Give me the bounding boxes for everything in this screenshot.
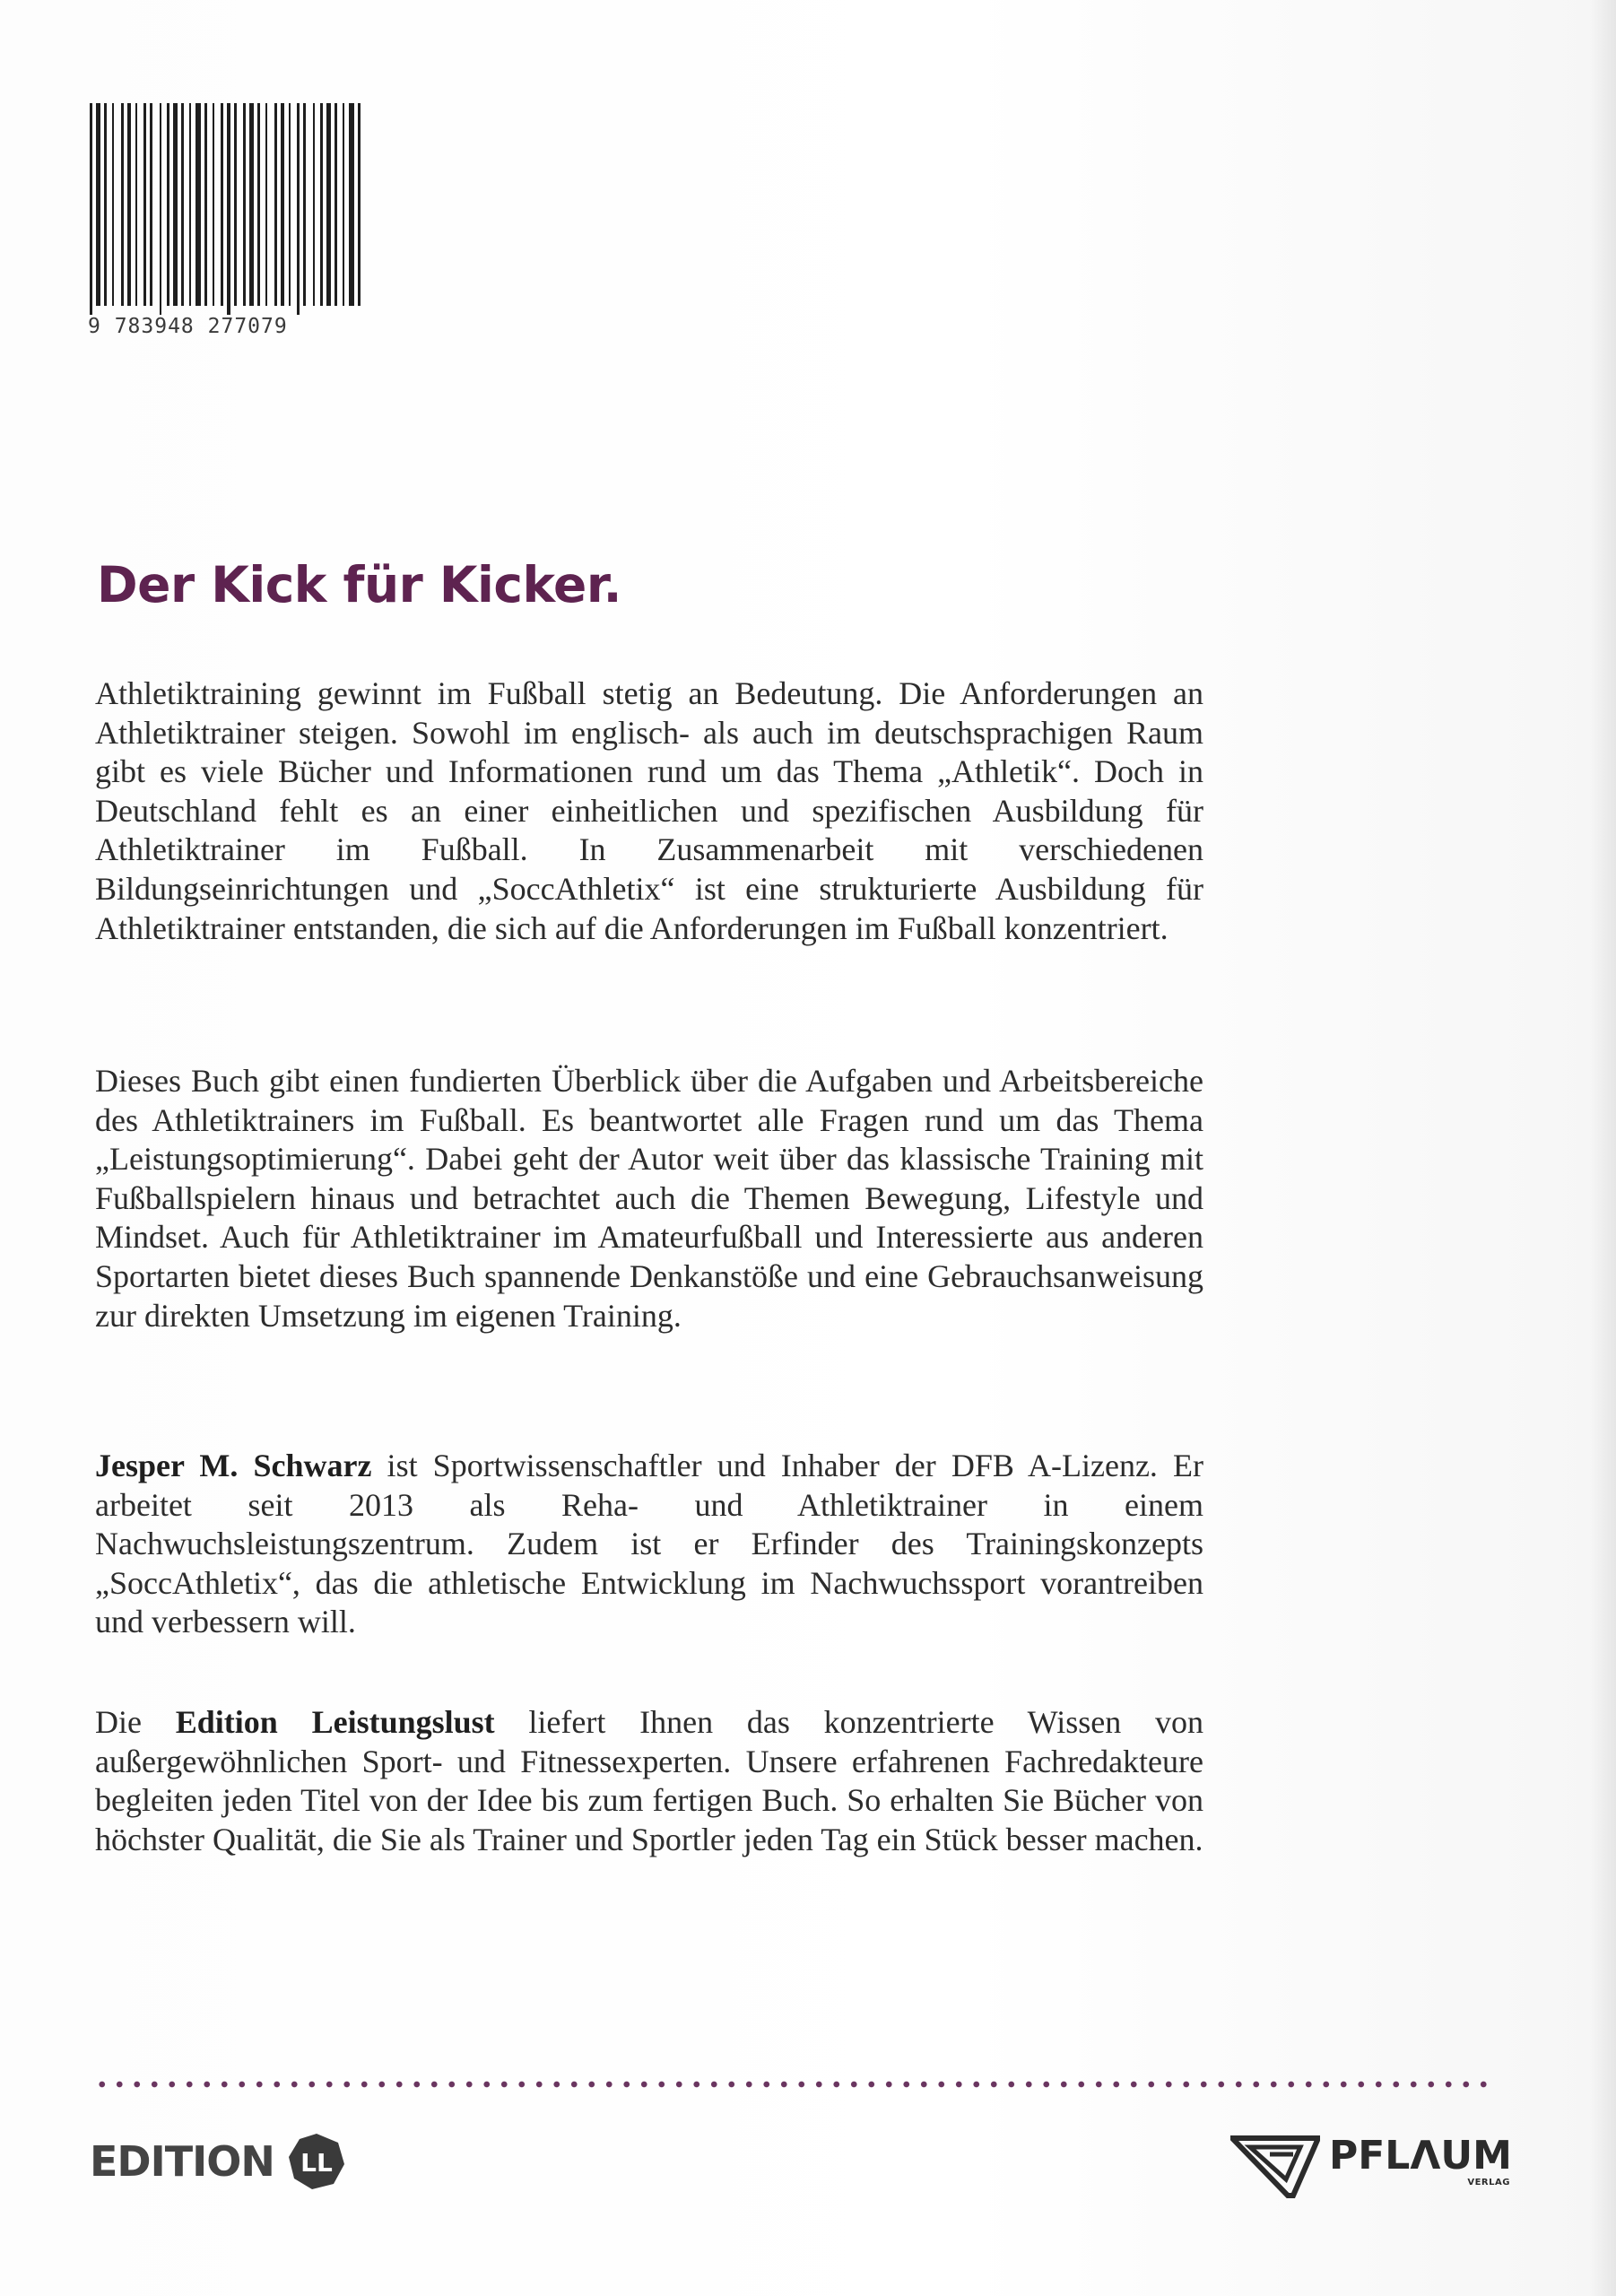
edition-name: Edition Leistungslust xyxy=(175,1704,495,1740)
barcode-bar xyxy=(281,103,284,306)
barcode-bar xyxy=(297,103,300,315)
isbn-barcode xyxy=(88,103,366,345)
barcode-bars xyxy=(88,103,366,315)
barcode-bar xyxy=(90,103,92,315)
paragraph-author-bio xyxy=(95,1447,1203,1642)
cover-heading: Der Kick für Kicker. xyxy=(97,556,622,613)
barcode-bar xyxy=(320,103,323,306)
barcode-bar xyxy=(303,103,306,306)
barcode-bar xyxy=(204,103,207,306)
barcode-bar xyxy=(127,103,131,306)
edition-logo xyxy=(90,2130,346,2193)
barcode-bar xyxy=(181,103,184,306)
barcode-bar xyxy=(243,103,246,306)
publisher-logo xyxy=(1230,2133,1512,2205)
paragraph-book-overview: Dieses Buch gibt einen fundierten Überblick über die Aufgaben und Arbeitsbereiche des Athletiktrainers im Fußball. Es beantwortet alle Fragen rund um das Thema „Leistungsoptimierung“. Dabei geht der Autor weit über das klassische Training mit Fußballspielern hinaus und betrachtet auch die Themen Bewegung, Lifestyle und Mindset. Auch für Athletiktrainer im Amateurfußball und Interessierte aus anderen Sportarten bietet dieses Buch spannende Denkanstöße und eine Gebrauchsanweisung zur direkten Umsetzung im eigenen Training. xyxy=(95,1063,1203,1334)
barcode-bar xyxy=(173,103,178,306)
barcode-bar xyxy=(234,103,237,306)
publisher-subtitle: VERLAG xyxy=(1467,2178,1510,2187)
barcode-bar xyxy=(112,103,114,306)
publisher-wordmark xyxy=(1329,2133,1512,2187)
barcode-bar xyxy=(150,103,152,306)
barcode-bar xyxy=(104,103,107,306)
dotted-divider xyxy=(93,2079,1496,2090)
barcode-bar xyxy=(167,103,169,306)
barcode-bar xyxy=(249,103,254,306)
barcode-bar xyxy=(121,103,124,306)
barcode-bar xyxy=(326,103,331,306)
publisher-name: PFLΛUM xyxy=(1329,2133,1512,2179)
edition-ll-badge-icon xyxy=(287,2132,346,2191)
paragraph-edition xyxy=(95,1703,1203,1859)
barcode-bar xyxy=(189,103,191,306)
barcode-bar xyxy=(358,103,361,306)
barcode-bar xyxy=(289,103,291,306)
barcode-bar xyxy=(227,103,230,315)
barcode-bar xyxy=(221,103,223,306)
edition-logo-text: EDITION xyxy=(90,2137,274,2186)
edition-badge-letters: LL xyxy=(300,2148,333,2178)
barcode-bar xyxy=(334,103,337,306)
barcode-bar xyxy=(195,103,201,306)
barcode-digits: 9 783948 277079 xyxy=(88,315,288,338)
pflaum-mark-icon xyxy=(1230,2135,1320,2199)
edition-intro-text: Die xyxy=(95,1704,176,1740)
barcode-bar xyxy=(257,103,260,306)
barcode-bar xyxy=(349,103,354,306)
barcode-bar xyxy=(265,103,267,306)
barcode-bar xyxy=(343,103,344,306)
author-bio-text: ist Sportwissenschaftler und Inhaber der DFB A-Lizenz. Er arbeitet seit 2013 als Reha- und Athletiktrainer in einem Nachwuchsleistungszentrum. Zudem ist er Erfinder des Trainingskonzepts „SoccAthletix“, das die athletische Entwicklung im Nachwuchssport vorantreiben und verbessern will. xyxy=(95,1448,1203,1640)
paragraph-intro: Athletiktraining gewinnt im Fußball stetig an Bedeutung. Die Anforderungen an Athletiktrainer steigen. Sowohl im englisch- als auch im deutschsprachigen Raum gibt es viele Bücher und Informationen rund um das Thema „Athletik“. Doch in Deutschland fehlt es an einer einheitlichen und spezifischen Ausbildung für Athletiktrainer im Fußball. In Zusammenarbeit mit verschiedenen Bildungseinrichtungen und „SoccAthletix“ ist eine strukturierte Ausbildung für Athletiktrainer entstanden, die sich auf die Anforderungen im Fußball konzentriert. xyxy=(95,675,1203,946)
author-name: Jesper M. Schwarz xyxy=(95,1448,372,1483)
edition-description: liefert Ihnen das konzentrierte Wissen von außergewöhnlichen Sport- und Fitnessexperten. Unsere erfahrenen Fachredakteure begleiten jeden Titel von der Idee bis zum fertigen Buch. So erhalten Sie Bücher von höchster Qualität, die Sie als Trainer und Sportler jeden Tag ein Stück besser machen. xyxy=(95,1704,1203,1857)
barcode-bar xyxy=(274,103,277,306)
barcode-bar xyxy=(135,103,137,306)
barcode-bar xyxy=(160,103,161,315)
barcode-bar xyxy=(143,103,146,306)
page-edge-shadow xyxy=(1589,0,1616,2296)
barcode-bar xyxy=(313,103,315,306)
barcode-bar xyxy=(213,103,214,306)
barcode-bar xyxy=(96,103,100,306)
